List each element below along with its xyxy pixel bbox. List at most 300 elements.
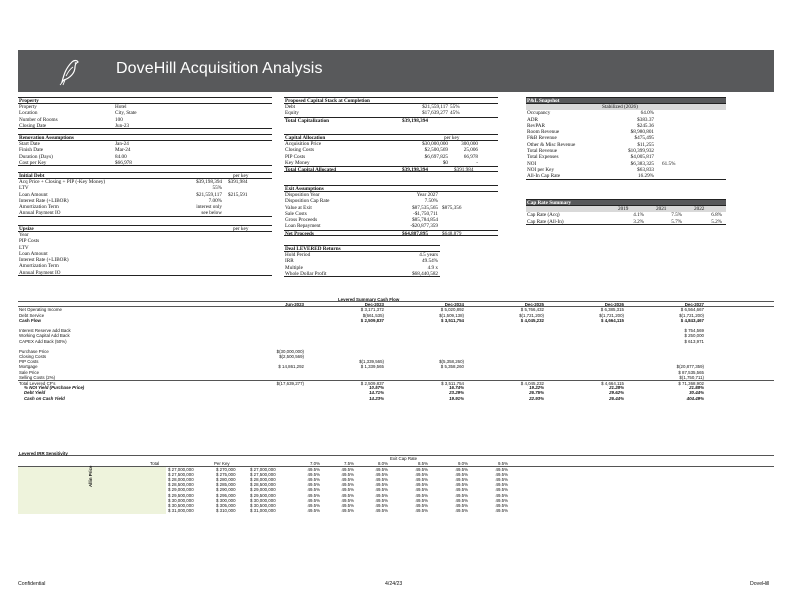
debt-label: Acq Price + Closing + PIP (-Key Money) bbox=[19, 179, 106, 185]
sensitivity-irr: 49.5% bbox=[415, 476, 428, 482]
cash-flow-value: $(1,750,711) bbox=[679, 374, 704, 380]
sensitivity-irr: 49.5% bbox=[307, 476, 320, 482]
cap-year-label: 2021 bbox=[656, 206, 667, 212]
cash-flow-value: $(1,721,200) bbox=[519, 312, 544, 318]
pl-label: RevPAR bbox=[527, 122, 545, 129]
renovation-label: Duration (Days) bbox=[19, 153, 53, 160]
pl-label: Total Revenue bbox=[527, 148, 558, 155]
pl-label: NOI per Key bbox=[527, 166, 555, 173]
sensitivity-total: $ 28,500,000 bbox=[168, 482, 194, 488]
cash-flow-value: $(5,358,260) bbox=[439, 359, 464, 365]
sensitivity-irr: 49.5% bbox=[375, 482, 388, 488]
exit-cap-header: 8.5% bbox=[417, 461, 428, 467]
initial-debt-row bbox=[18, 210, 272, 216]
cap-rate-summary-section bbox=[526, 199, 726, 225]
debt-label: Loan Amount bbox=[19, 191, 48, 198]
sensitivity-irr: 49.5% bbox=[341, 502, 354, 508]
sensitivity-irr: 49.5% bbox=[375, 476, 388, 482]
sensitivity-irr: 49.5% bbox=[415, 471, 428, 477]
returns-value: 4.9 x bbox=[427, 264, 438, 271]
sensitivity-price: $ 30,000,000 bbox=[250, 497, 276, 503]
pl-value: $4,005,817 bbox=[630, 154, 654, 161]
cap-year-label: 2022 bbox=[694, 206, 705, 212]
exit-value: -$1,750,711 bbox=[413, 210, 438, 217]
exit-label: Sale Costs bbox=[285, 210, 307, 217]
stack-percent: 55% bbox=[450, 104, 460, 110]
cap-year-label: 2019 bbox=[618, 206, 629, 212]
sensitivity-irr: 49.5% bbox=[307, 482, 320, 488]
returns-label: IRR bbox=[285, 258, 294, 265]
sensitivity-column-header: Total bbox=[150, 461, 160, 467]
upsize-label: Annual Payment IO bbox=[19, 269, 61, 276]
pl-value: $6,383,325 bbox=[630, 160, 654, 167]
cash-flow-value: 19.22% bbox=[529, 385, 544, 391]
renovation-value: Mar-24 bbox=[115, 147, 131, 154]
cash-flow-value: $ 87,535,565 bbox=[678, 369, 704, 375]
footer-date: 4/24/23 bbox=[385, 581, 403, 587]
upsize-label: Loan Amount bbox=[19, 250, 48, 257]
pl-value: $10,399,932 bbox=[628, 148, 654, 155]
sensitivity-per-key: $ 270,000 bbox=[216, 466, 236, 472]
cash-flow-column-header: Jun-2023 bbox=[284, 302, 304, 308]
sensitivity-irr: 49.5% bbox=[495, 482, 508, 488]
renovation-label: Start Date bbox=[19, 141, 40, 147]
cash-flow-value: $(2,500,569) bbox=[279, 354, 304, 360]
property-row bbox=[18, 123, 272, 129]
sensitivity-irr: 49.5% bbox=[375, 466, 388, 472]
cash-flow-value: $ 2,509,837 bbox=[360, 317, 384, 323]
debt-per-key: $391,984 bbox=[228, 179, 248, 185]
cap-rate-value: 7.5% bbox=[671, 212, 682, 219]
sensitivity-irr: 49.5% bbox=[375, 487, 388, 493]
cash-flow-value: 19.91% bbox=[449, 395, 464, 401]
sensitivity-irr: 49.5% bbox=[415, 487, 428, 493]
property-label: Location bbox=[19, 110, 38, 117]
sensitivity-irr: 49.5% bbox=[415, 508, 428, 514]
sensitivity-irr: 49.5% bbox=[307, 502, 320, 508]
returns-label: Multiple bbox=[285, 264, 303, 271]
exit-value: $85,784,854 bbox=[412, 217, 438, 224]
footer-company: DoveHill bbox=[750, 581, 770, 587]
property-value: Hotel bbox=[115, 104, 127, 110]
sensitivity-irr: 49.5% bbox=[455, 492, 468, 498]
cash-flow-value: $(20,877,359) bbox=[676, 364, 704, 370]
sensitivity-irr: 49.5% bbox=[455, 502, 468, 508]
sensitivity-total: $ 29,500,000 bbox=[168, 492, 194, 498]
allocation-value: $0 bbox=[442, 159, 448, 166]
sensitivity-total: $ 28,000,000 bbox=[168, 476, 194, 482]
sensitivity-price: $ 28,500,000 bbox=[250, 482, 276, 488]
pl-label: Total Expenses bbox=[527, 154, 559, 161]
debt-value: see below bbox=[201, 210, 222, 217]
cash-flow-value: $(661,535) bbox=[362, 312, 384, 318]
sensitivity-irr: 49.5% bbox=[415, 482, 428, 488]
cash-flow-value: $ 3,511,754 bbox=[441, 317, 464, 323]
pl-value: 64.0% bbox=[640, 110, 654, 117]
sensitivity-irr: 49.5% bbox=[375, 508, 388, 514]
cash-flow-value: 30.44% bbox=[689, 390, 704, 396]
cash-flow-value: $(1,721,200) bbox=[599, 312, 624, 318]
renovation-label: Cost per Key bbox=[19, 159, 47, 166]
allocation-label: PIP Costs bbox=[285, 153, 306, 160]
cap-rate-value: 5.7% bbox=[671, 218, 682, 225]
cash-flow-value: $ 4,843,467 bbox=[680, 317, 704, 323]
cash-flow-value: $ 2,509,837 bbox=[360, 381, 384, 386]
total-capitalization-row: Total Capitalization $39,198,394 bbox=[284, 117, 498, 123]
cash-flow-value: 21.88% bbox=[689, 385, 704, 391]
irr-sensitivity-table bbox=[18, 451, 774, 513]
sensitivity-irr: 49.5% bbox=[415, 497, 428, 503]
allocation-per-key: - bbox=[476, 159, 478, 166]
property-value: Jun-23 bbox=[115, 122, 130, 129]
sensitivity-irr: 49.5% bbox=[495, 487, 508, 493]
stack-label: Equity bbox=[285, 110, 299, 117]
sensitivity-total: $ 27,500,000 bbox=[168, 471, 194, 477]
pl-label: ADR bbox=[527, 116, 538, 123]
cap-rate-value: 3.2% bbox=[633, 218, 644, 225]
cash-flow-value: $(1,509,138) bbox=[439, 312, 464, 318]
sensitivity-irr: 49.5% bbox=[415, 492, 428, 498]
sensitivity-irr: 49.5% bbox=[307, 487, 320, 493]
pl-value: $245.36 bbox=[637, 122, 654, 129]
cash-flow-value: $(1,339,565) bbox=[359, 359, 384, 365]
cash-flow-value: $ 6,564,667 bbox=[680, 307, 704, 313]
cash-flow-label: Sale Price bbox=[19, 369, 40, 375]
debt-value: $39,198,394 bbox=[196, 179, 222, 185]
debt-value: interest only bbox=[196, 204, 222, 211]
cash-flow-label: CAPEX Add Back (50%) bbox=[19, 338, 67, 344]
sensitivity-price: $ 31,000,000 bbox=[250, 508, 276, 514]
cash-flow-value: 29.62% bbox=[609, 390, 624, 396]
sensitivity-irr: 49.5% bbox=[455, 497, 468, 503]
sensitivity-per-key: $ 275,000 bbox=[216, 471, 236, 477]
returns-row bbox=[284, 271, 440, 277]
cash-flow-value: $ 5,020,892 bbox=[440, 307, 464, 313]
cash-flow-label: Purchase Price bbox=[19, 348, 49, 354]
deal-returns-header: Deal LEVERED Returns bbox=[284, 245, 440, 252]
pl-value: $475,495 bbox=[634, 135, 654, 142]
pl-value: $11,255 bbox=[637, 141, 654, 148]
sensitivity-per-key: $ 300,000 bbox=[216, 497, 236, 503]
sensitivity-irr: 49.5% bbox=[455, 508, 468, 514]
cash-flow-value: $ 3,511,754 bbox=[441, 381, 464, 386]
property-value: City, State bbox=[115, 110, 137, 117]
debt-label: LTV bbox=[19, 185, 29, 192]
cash-flow-value: $ 4,664,115 bbox=[601, 381, 624, 386]
header-banner bbox=[18, 50, 774, 92]
exit-cap-header: 7.5% bbox=[343, 461, 354, 467]
cash-flow-row bbox=[18, 396, 774, 401]
cap-rate-row bbox=[526, 219, 726, 225]
cash-flow-value: 16.74% bbox=[449, 385, 464, 391]
exit-cap-label-row: Exit Cap Rate bbox=[390, 456, 418, 462]
sensitivity-irr: 49.5% bbox=[375, 497, 388, 503]
net-proceeds-row: Net Proceeds $64,887,895 $648,879 bbox=[284, 230, 498, 236]
cash-flow-value: 14.23% bbox=[369, 395, 384, 401]
pl-margin: 61.5% bbox=[662, 160, 676, 167]
allocation-value: $6,697,825 bbox=[424, 153, 448, 160]
pl-label: NOI bbox=[527, 160, 537, 167]
cash-flow-label: Total Levered CF's bbox=[19, 381, 56, 386]
renovation-section bbox=[18, 134, 272, 166]
sensitivity-irr: 49.5% bbox=[307, 497, 320, 503]
allocation-label: Key Money bbox=[285, 159, 310, 166]
capital-stack-section bbox=[284, 97, 498, 123]
sensitivity-price: $ 29,000,000 bbox=[250, 487, 276, 493]
sensitivity-per-key: $ 280,000 bbox=[216, 476, 236, 482]
cash-flow-value: $ 5,766,432 bbox=[520, 307, 544, 313]
sensitivity-irr: 49.5% bbox=[375, 471, 388, 477]
returns-value: 49.54% bbox=[422, 258, 438, 265]
property-value: 100 bbox=[115, 116, 123, 123]
sensitivity-price: $ 27,500,000 bbox=[250, 471, 276, 477]
sensitivity-irr: 49.5% bbox=[341, 497, 354, 503]
sensitivity-irr: 49.5% bbox=[495, 502, 508, 508]
sensitivity-irr: 49.5% bbox=[415, 502, 428, 508]
pl-value: $8,980,801 bbox=[630, 129, 654, 136]
cash-flow-label: PIP Costs bbox=[19, 359, 39, 365]
sensitivity-irr: 49.5% bbox=[495, 492, 508, 498]
cash-flow-label: Cash on Cash Yield bbox=[24, 395, 65, 401]
exit-value: 7.50% bbox=[424, 198, 438, 205]
debt-label: Annual Payment IO bbox=[19, 210, 61, 217]
sensitivity-irr: 49.5% bbox=[341, 492, 354, 498]
cash-flow-value: $ 71,368,902 bbox=[678, 381, 704, 386]
cash-flow-value: $ 4,045,232 bbox=[520, 381, 544, 386]
renovation-value: Jan-24 bbox=[115, 141, 129, 147]
sensitivity-irr: 49.5% bbox=[375, 502, 388, 508]
stack-value: $17,639,277 bbox=[422, 110, 448, 117]
allocation-value: $30,000,000 bbox=[422, 141, 448, 147]
allocation-per-key: 300,000 bbox=[461, 141, 478, 147]
cash-flow-value: $ 613,971 bbox=[684, 338, 704, 344]
exit-value: Year 2027 bbox=[416, 192, 438, 198]
pl-snapshot-section bbox=[526, 97, 726, 180]
property-header: Property bbox=[18, 97, 272, 104]
upsize-label: LTV bbox=[19, 244, 29, 251]
page-title: DoveHill Acquisition Analysis bbox=[116, 60, 323, 77]
cash-flow-value: 22.93% bbox=[529, 395, 544, 401]
exit-label: Loan Repayment bbox=[285, 223, 321, 230]
cap-rate-value: 4.1% bbox=[633, 212, 644, 219]
cash-flow-value: 404.49% bbox=[686, 395, 704, 401]
exit-per-key: $875,356 bbox=[442, 204, 462, 211]
exit-assumptions-section bbox=[284, 185, 498, 236]
sensitivity-irr: 49.5% bbox=[495, 471, 508, 477]
cash-flow-label: Interest Reserve add Back bbox=[19, 328, 71, 334]
exit-label: Value at Exit bbox=[285, 204, 312, 211]
cash-flow-title: Levered Summary Cash Flow bbox=[18, 297, 774, 302]
initial-debt-header: Initial Debt per key bbox=[18, 172, 272, 179]
pl-row bbox=[526, 173, 726, 179]
debt-value: $21,559,117 bbox=[196, 191, 222, 198]
cash-flow-value: 26.75% bbox=[529, 390, 544, 396]
sensitivity-row bbox=[18, 508, 774, 513]
cash-flow-label: Working Capital Add Back bbox=[19, 333, 70, 339]
renovation-label: Finish Date bbox=[19, 147, 44, 154]
sensitivity-per-key: $ 305,000 bbox=[216, 502, 236, 508]
renovation-row bbox=[18, 160, 272, 166]
stack-value: $21,559,117 bbox=[422, 104, 448, 110]
renovation-value: 84.00 bbox=[115, 153, 127, 160]
initial-debt-section bbox=[18, 172, 272, 217]
exit-label: Gross Proceeds bbox=[285, 217, 318, 224]
allocation-per-key: 25,006 bbox=[463, 147, 478, 154]
cash-flow-label: Cash Flow bbox=[19, 317, 41, 323]
property-section bbox=[18, 97, 272, 129]
stack-percent: 45% bbox=[450, 110, 460, 117]
exit-assumptions-header: Exit Assumptions bbox=[284, 185, 498, 192]
pl-label: Occupancy bbox=[527, 110, 551, 117]
cash-flow-value: $ 3,171,372 bbox=[360, 307, 384, 313]
debt-label: Interest Rate (+LIBOR) bbox=[19, 197, 69, 204]
returns-label: Hold Period bbox=[285, 252, 311, 258]
sensitivity-irr: 49.5% bbox=[307, 492, 320, 498]
sensitivity-irr: 49.5% bbox=[341, 482, 354, 488]
exit-cap-header: 7.0% bbox=[309, 461, 320, 467]
exit-value: $87,535,565 bbox=[412, 204, 438, 211]
cash-flow-value: $ 6,385,315 bbox=[600, 307, 624, 313]
upsize-label: Year bbox=[19, 232, 29, 238]
sensitivity-per-key: $ 285,000 bbox=[216, 482, 236, 488]
cap-rate-value: 5.2% bbox=[711, 218, 722, 225]
allocation-label: Closing Costs bbox=[285, 147, 314, 154]
allocation-value: $2,500,569 bbox=[424, 147, 448, 154]
pl-label: F&B Revenue bbox=[527, 135, 557, 142]
returns-label: Whole Dollar Profit bbox=[285, 270, 327, 277]
exit-label: Disposition Year bbox=[285, 192, 320, 198]
property-label: Number of Rooms bbox=[19, 116, 58, 123]
cash-flow-value: $ 4,045,232 bbox=[520, 317, 544, 323]
debt-label: Amortization Term bbox=[19, 204, 59, 211]
upsize-label: Amortization Term bbox=[19, 263, 59, 270]
sensitivity-irr: 49.5% bbox=[495, 476, 508, 482]
sensitivity-price: $ 28,000,000 bbox=[250, 476, 276, 482]
sensitivity-total: $ 29,000,000 bbox=[168, 487, 194, 493]
exit-value: -$20,877,359 bbox=[410, 223, 438, 230]
cash-flow-value: 23.29% bbox=[449, 390, 464, 396]
sensitivity-per-key: $ 295,000 bbox=[216, 492, 236, 498]
pl-stabilized-label: Stabilized (2026) bbox=[526, 104, 726, 110]
cash-flow-value: 21.28% bbox=[609, 385, 624, 391]
upsize-label: Interest Rate (+LIBOR) bbox=[19, 257, 69, 264]
sensitivity-irr: 49.5% bbox=[415, 466, 428, 472]
cash-flow-value: $(1,721,200) bbox=[679, 312, 704, 318]
sensitivity-irr: 49.5% bbox=[455, 487, 468, 493]
sensitivity-irr: 49.5% bbox=[495, 508, 508, 514]
sensitivity-irr: 49.5% bbox=[455, 471, 468, 477]
property-label: Closing Date bbox=[19, 122, 47, 129]
cash-flow-column-header: Dec-2027 bbox=[684, 302, 704, 308]
cap-rate-label: Cap Rate (All-In) bbox=[527, 218, 564, 225]
deal-returns-section bbox=[284, 245, 440, 277]
cash-flow-column-header: Dec-2025 bbox=[524, 302, 544, 308]
returns-value: $68,440,582 bbox=[412, 270, 438, 277]
cash-flow-value: $ 4,664,115 bbox=[601, 317, 624, 323]
sensitivity-irr: 49.5% bbox=[341, 476, 354, 482]
debt-value: 7.00% bbox=[208, 197, 222, 204]
allocation-label: Acquisition Price bbox=[285, 141, 322, 147]
pl-value: $383.37 bbox=[637, 116, 654, 123]
cash-flow-label: % NOI Yield (Purchase Price) bbox=[24, 385, 85, 391]
cash-flow-column-header: Dec-2023 bbox=[364, 302, 384, 308]
cash-flow-value: $(30,000,000) bbox=[276, 348, 304, 354]
sensitivity-irr: 49.5% bbox=[495, 497, 508, 503]
cash-flow-column-header: Dec-2024 bbox=[444, 302, 464, 308]
sensitivity-total: $ 30,000,000 bbox=[168, 497, 194, 503]
debt-per-key: $215,591 bbox=[228, 191, 248, 198]
cash-flow-label: Debt Yield bbox=[24, 390, 46, 396]
stack-label: Debt bbox=[285, 104, 296, 110]
property-label: Property bbox=[19, 104, 37, 110]
sensitivity-irr: 49.5% bbox=[495, 466, 508, 472]
pl-label: Other & Misc Revenue bbox=[527, 141, 576, 148]
sensitivity-irr: 49.5% bbox=[455, 482, 468, 488]
sensitivity-irr: 49.5% bbox=[341, 466, 354, 472]
levered-cash-flow-table bbox=[18, 297, 774, 401]
cash-flow-value: $ 754,569 bbox=[684, 328, 704, 334]
sensitivity-per-key: $ 290,000 bbox=[216, 487, 236, 493]
pl-label: Room Revenue bbox=[527, 129, 560, 136]
sensitivity-irr: 49.5% bbox=[341, 487, 354, 493]
returns-value: 4.5 years bbox=[419, 252, 438, 258]
sensitivity-irr: 49.5% bbox=[341, 508, 354, 514]
upsize-header: Upsize per key bbox=[18, 225, 272, 232]
capital-stack-header: Proposed Capital Stack at Completion bbox=[284, 97, 498, 104]
sensitivity-total: $ 30,500,000 bbox=[168, 502, 194, 508]
sensitivity-column-header: Per Key bbox=[214, 461, 230, 467]
pl-value: $63,833 bbox=[637, 166, 654, 173]
sensitivity-irr: 49.5% bbox=[307, 508, 320, 514]
sensitivity-irr: 49.5% bbox=[375, 492, 388, 498]
sensitivity-total: $ 31,000,000 bbox=[168, 508, 194, 514]
upsize-section bbox=[18, 225, 272, 276]
cap-rate-label: Cap Rate (Acq) bbox=[527, 212, 560, 219]
cash-flow-label: Net Operating Income bbox=[19, 307, 62, 313]
cash-flow-value: $ 250,000 bbox=[684, 333, 704, 339]
sensitivity-price: $ 29,500,000 bbox=[250, 492, 276, 498]
cash-flow-value: $(17,639,277) bbox=[276, 381, 304, 386]
pl-snapshot-header: P&L Snapshot bbox=[526, 97, 726, 104]
footer-confidential: Confidential bbox=[18, 581, 46, 587]
exit-cap-header: 9.0% bbox=[457, 461, 468, 467]
renovation-header: Renovation Assumptions bbox=[18, 134, 272, 141]
cap-rate-value: 6.8% bbox=[711, 212, 722, 219]
exit-label: Disposition Cap Rate bbox=[285, 198, 330, 205]
sensitivity-irr: 49.5% bbox=[455, 476, 468, 482]
sensitivity-irr: 49.5% bbox=[307, 466, 320, 472]
allocation-per-key: 66,978 bbox=[463, 153, 478, 160]
total-capital-allocated-row: Total Capital Allocated $39,198,394 $391,984 bbox=[284, 166, 498, 172]
cash-flow-label: Debt Service bbox=[19, 312, 45, 318]
sensitivity-irr: 49.5% bbox=[307, 471, 320, 477]
cash-flow-value: 26.44% bbox=[609, 395, 624, 401]
allin-price-label: Allin Price bbox=[88, 465, 93, 487]
exit-cap-header: 8.0% bbox=[377, 461, 388, 467]
capital-allocation-section bbox=[284, 134, 498, 172]
sensitivity-price: $ 27,000,000 bbox=[250, 466, 276, 472]
sensitivity-irr: 49.5% bbox=[455, 466, 468, 472]
upsize-row bbox=[18, 270, 272, 276]
cash-flow-value: $ 5,358,260 bbox=[440, 364, 464, 370]
cash-flow-value: 10.57% bbox=[369, 385, 384, 391]
sensitivity-title: Levered IRR Sensitivity bbox=[18, 451, 774, 456]
renovation-value: $66,978 bbox=[115, 159, 132, 166]
debt-value: 55% bbox=[212, 185, 222, 192]
cap-rate-summary-header: Cap Rate Summary bbox=[526, 199, 726, 206]
sensitivity-price: $ 30,500,000 bbox=[250, 502, 276, 508]
cash-flow-column-header: Dec-2026 bbox=[604, 302, 624, 308]
